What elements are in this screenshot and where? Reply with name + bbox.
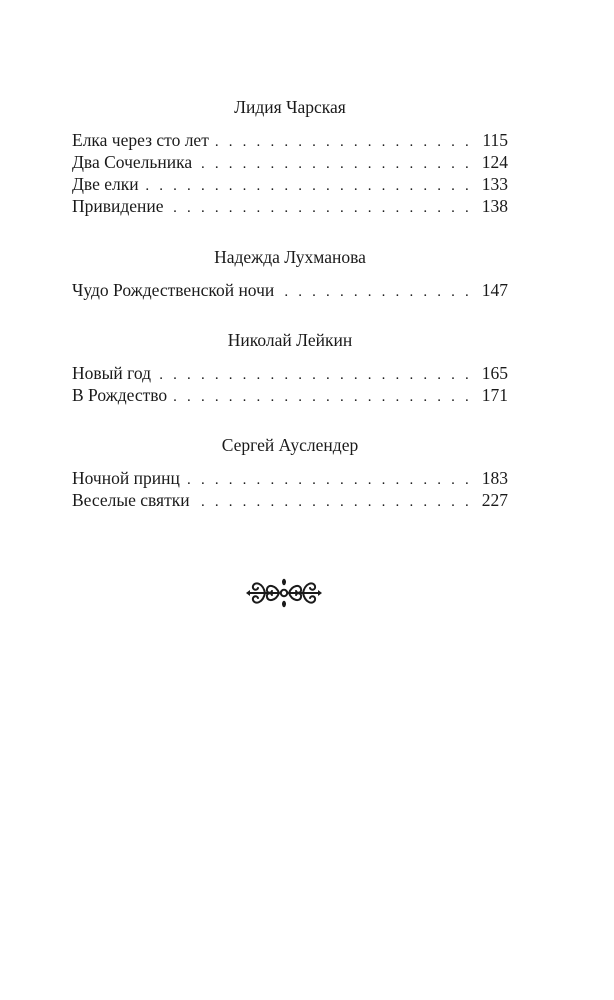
section-author: Николай Лейкин [227, 330, 353, 350]
entry-title: Новый год [72, 363, 152, 383]
dot-leader [194, 491, 472, 513]
toc-entry [72, 151, 508, 173]
dot-leader [278, 281, 472, 303]
entry-page-number: 171 [481, 385, 508, 405]
toc-entry [72, 362, 508, 384]
toc-entry [72, 195, 508, 217]
toc-entry [72, 129, 508, 151]
section-author: Надежда Лухманова [214, 247, 366, 267]
entry-title: Веселые святки [72, 490, 190, 510]
toc-section-lukhmanova [72, 246, 508, 301]
entry-page-number: 115 [482, 130, 508, 150]
section-spacer [72, 217, 508, 246]
entry-page-number: 183 [481, 468, 508, 488]
entry-title: Две елки [72, 174, 139, 194]
entry-title: Ночной принц [72, 468, 180, 488]
toc-section-leikin [72, 329, 508, 406]
section-spacer [72, 301, 508, 329]
section-spacer [72, 406, 508, 434]
toc-entry [72, 467, 508, 489]
toc-entry [72, 489, 508, 511]
toc-section-auslender [72, 434, 508, 511]
entry-page-number: 124 [481, 152, 508, 172]
table-of-contents [72, 96, 508, 511]
entry-title: В Рождество [72, 385, 168, 405]
dot-leader [155, 364, 472, 386]
entry-title: Привидение [72, 196, 164, 216]
dot-leader [168, 197, 472, 219]
dot-leader [196, 153, 472, 175]
entry-title: Чудо Рождественской ночи [72, 280, 275, 300]
entry-page-number: 147 [481, 280, 508, 300]
entry-page-number: 165 [481, 363, 508, 383]
toc-entry [72, 173, 508, 195]
entry-page-number: 227 [481, 490, 508, 510]
dot-leader [213, 131, 472, 153]
dot-leader [171, 386, 472, 408]
toc-section-charskaya [72, 96, 508, 217]
dot-leader [184, 469, 472, 491]
toc-entry [72, 279, 508, 301]
entry-title: Елка через сто лет [72, 130, 209, 150]
entry-title: Два Сочельника [72, 152, 193, 172]
entry-page-number: 138 [481, 196, 508, 216]
section-author: Сергей Ауслендер [221, 435, 359, 455]
section-author: Лидия Чарская [234, 97, 346, 117]
entry-page-number: 133 [481, 174, 508, 194]
flourish-ornament-icon [246, 573, 322, 613]
dot-leader [143, 175, 472, 197]
toc-entry [72, 384, 508, 406]
